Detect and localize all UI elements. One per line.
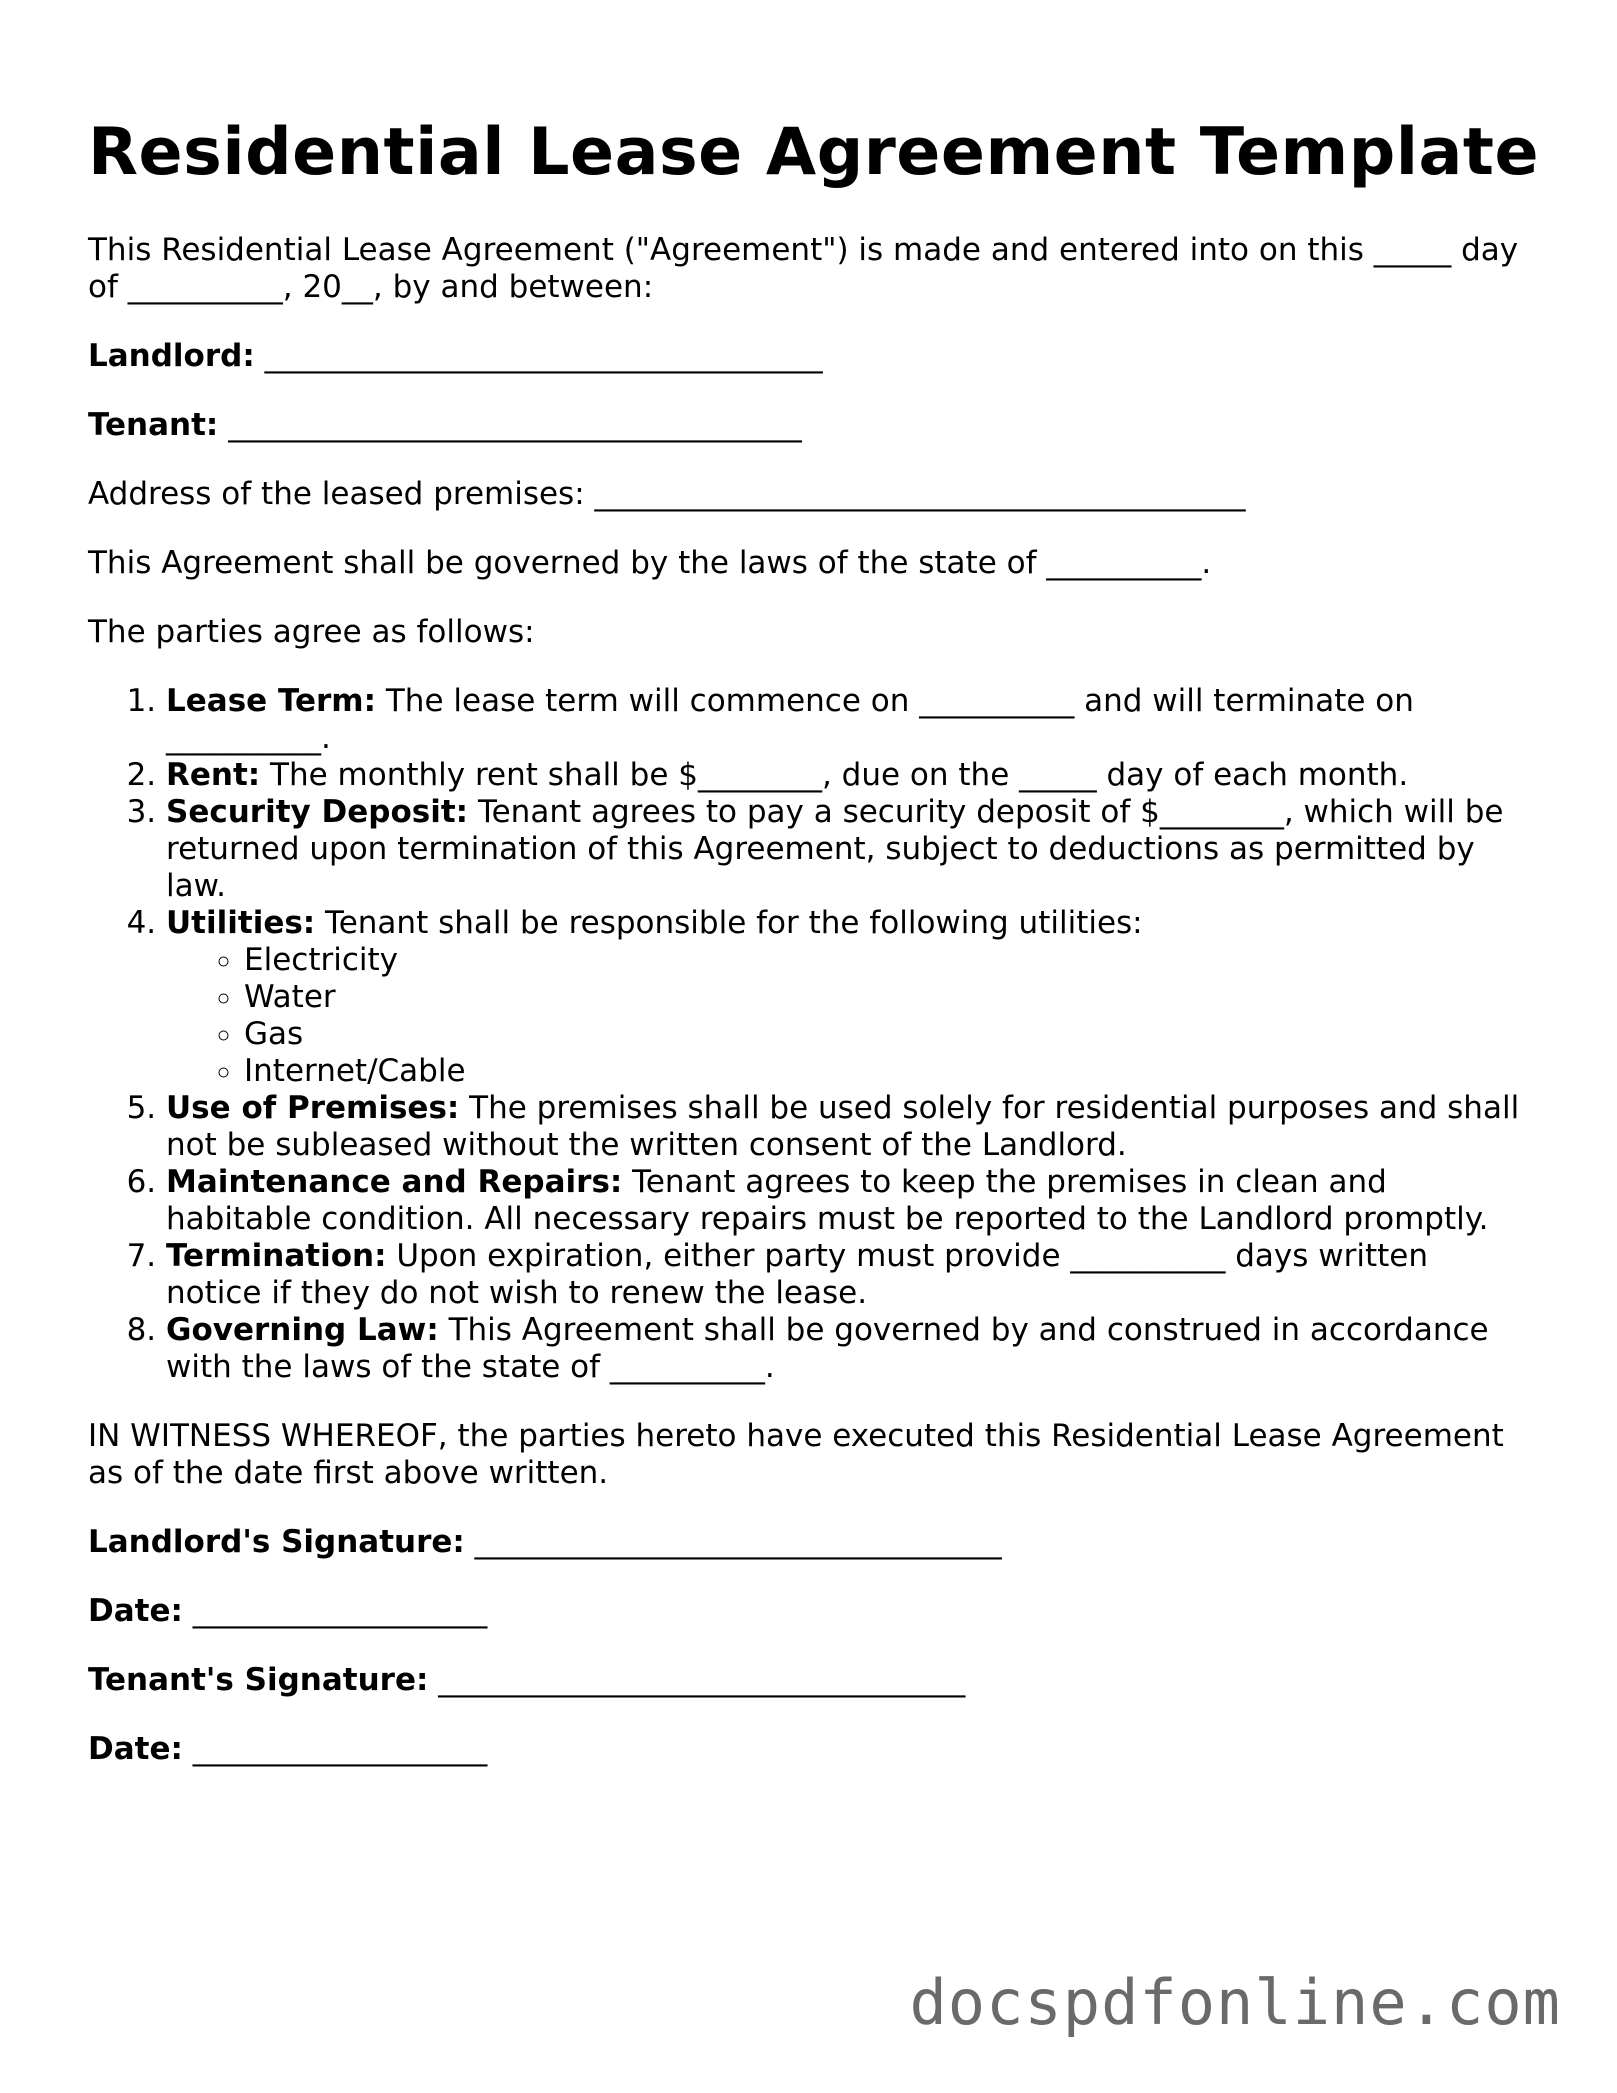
tenant-signature-label: Tenant's Signature: xyxy=(88,1662,429,1698)
watermark: docspdfonline.com xyxy=(909,1966,1561,2039)
landlord-blank: ____________________________________ xyxy=(264,338,823,374)
tenant-line xyxy=(88,407,1533,444)
landlord-label: Landlord: xyxy=(88,338,255,374)
term-utilities xyxy=(166,905,1533,1090)
term-maintenance-repairs xyxy=(166,1164,1533,1238)
document-body xyxy=(88,232,1533,1800)
document-title: Residential Lease Agreement Template xyxy=(88,115,1540,190)
term-label: Termination: xyxy=(166,1238,387,1274)
date-blank: ___________________ xyxy=(192,1731,488,1767)
term-label: Utilities: xyxy=(166,905,316,941)
term-text: Tenant agrees to pay a security deposit of $________, which will be returned upon termination of this Agreement, subject to deductions as permitted by law. xyxy=(166,794,1504,904)
parties-agree-line: The parties agree as follows: xyxy=(88,614,535,650)
address-line: Address of the leased premises: __________________________________________ xyxy=(88,476,1246,512)
tenant-signature-blank: __________________________________ xyxy=(438,1662,966,1698)
landlord-signature-blank: __________________________________ xyxy=(474,1524,1002,1560)
term-label: Governing Law: xyxy=(166,1312,439,1348)
term-text: Tenant shall be responsible for the following utilities: xyxy=(325,905,1143,941)
tenant-date-line xyxy=(88,1731,1533,1768)
landlord-signature-line xyxy=(88,1524,1533,1561)
term-security-deposit xyxy=(166,794,1533,905)
tenant-blank: _____________________________________ xyxy=(228,407,802,443)
term-lease-term xyxy=(166,683,1533,757)
governing-state-line: This Agreement shall be governed by the laws of the state of __________. xyxy=(88,545,1212,581)
term-label: Lease Term: xyxy=(166,683,377,719)
term-governing-law xyxy=(166,1312,1533,1386)
term-rent xyxy=(166,757,1533,794)
utility-item: ◦ Water xyxy=(244,979,1533,1016)
term-label: Rent: xyxy=(166,757,261,793)
term-text: The premises shall be used solely for residential purposes and shall not be subleased without the written consent of the Landlord. xyxy=(166,1090,1520,1163)
term-use-of-premises xyxy=(166,1090,1533,1164)
landlord-line xyxy=(88,338,1533,375)
utilities-list xyxy=(166,942,1533,1090)
utility-item: ◦ Electricity xyxy=(244,942,1533,979)
landlord-date-line xyxy=(88,1593,1533,1630)
tenant-signature-line xyxy=(88,1662,1533,1699)
term-label: Maintenance and Repairs: xyxy=(166,1164,623,1200)
date-blank: ___________________ xyxy=(192,1593,488,1629)
term-text: The monthly rent shall be $________, due on the _____ day of each month. xyxy=(270,757,1409,793)
witness-paragraph: IN WITNESS WHEREOF, the parties hereto have executed this Residential Lease Agreement as of the date first above written. xyxy=(88,1418,1504,1491)
utility-item: ◦ Internet/Cable xyxy=(244,1053,1533,1090)
terms-list xyxy=(88,683,1533,1386)
date-label: Date: xyxy=(88,1593,183,1629)
term-text: The lease term will commence on __________ and will terminate on __________. xyxy=(166,683,1414,756)
term-label: Use of Premises: xyxy=(166,1090,460,1126)
term-text: Tenant agrees to keep the premises in clean and habitable condition. All necessary repairs must be reported to the Landlord promptly. xyxy=(166,1164,1489,1237)
term-label: Security Deposit: xyxy=(166,794,469,830)
utility-item: ◦ Gas xyxy=(244,1016,1533,1053)
term-termination xyxy=(166,1238,1533,1312)
tenant-label: Tenant: xyxy=(88,407,219,443)
intro-paragraph: This Residential Lease Agreement ("Agreement") is made and entered into on this _____ day of __________, 20__, by and between: xyxy=(88,232,1519,305)
term-text: Upon expiration, either party must provide __________ days written notice if they do not wish to renew the lease. xyxy=(166,1238,1428,1311)
landlord-signature-label: Landlord's Signature: xyxy=(88,1524,465,1560)
date-label: Date: xyxy=(88,1731,183,1767)
term-text: This Agreement shall be governed by and construed in accordance with the laws of the state of __________. xyxy=(166,1312,1489,1385)
